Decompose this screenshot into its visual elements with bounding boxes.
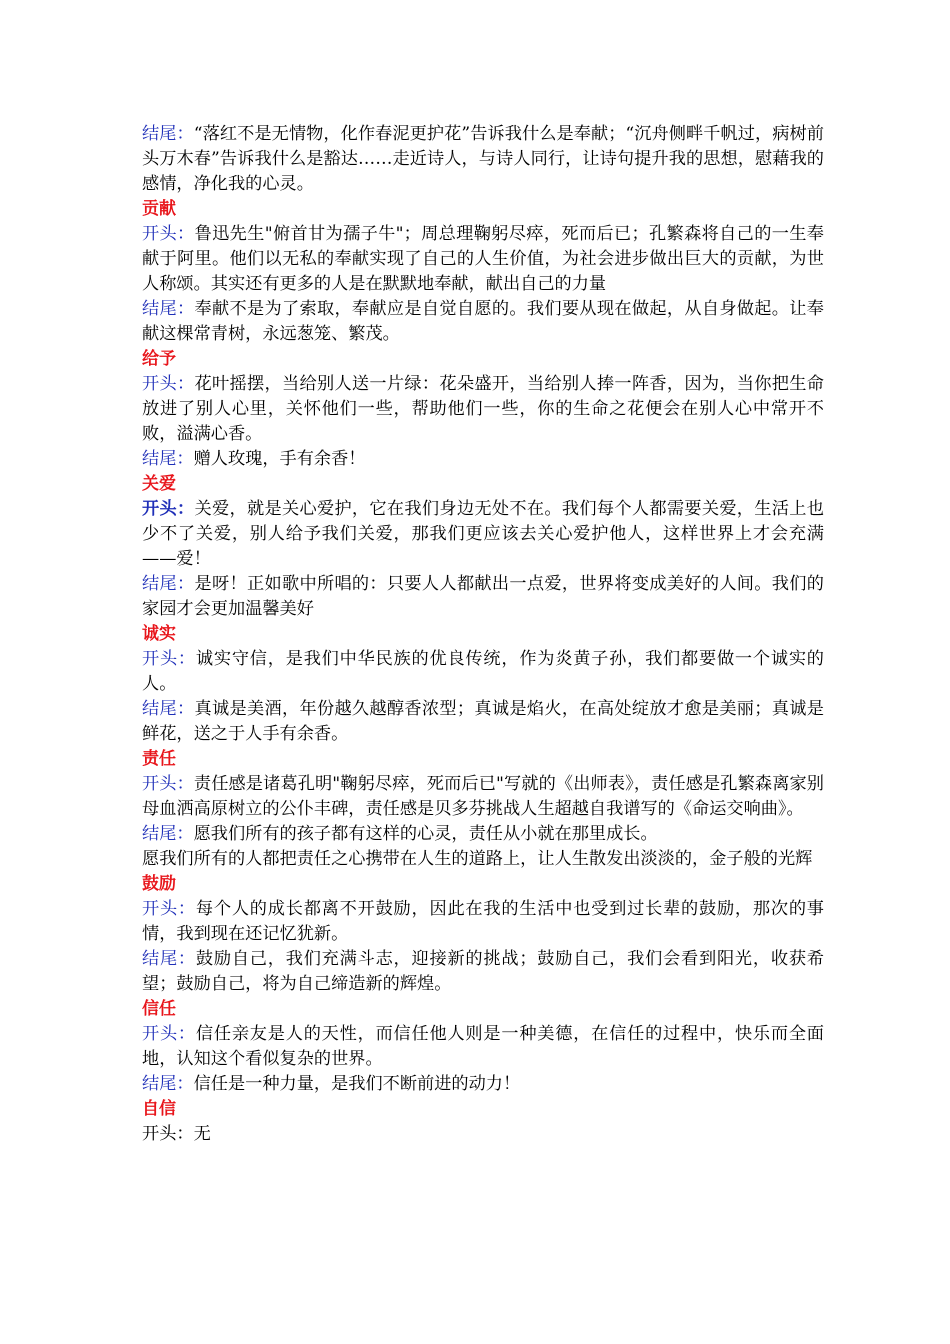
opening-label: 开头： [142, 374, 195, 394]
ending-label: 结尾： [142, 824, 194, 844]
section-title: 自信 [142, 1099, 176, 1119]
section-confidence [142, 1097, 824, 1147]
opening-label: 开头： [142, 649, 196, 669]
opening-label: 开头： [142, 899, 196, 919]
opening-label: 开头： [142, 499, 195, 519]
opening-text: 诚实守信，是我们中华民族的优良传统，作为炎黄子孙，我们都要做一个诚实的人。 [142, 649, 824, 694]
opening-paragraph [142, 222, 824, 297]
section-title: 关爱 [142, 474, 176, 494]
opening-paragraph [142, 772, 824, 822]
document-page [142, 122, 824, 1147]
section-title: 贡献 [142, 199, 176, 219]
intro-paragraph [142, 122, 824, 197]
opening-label: 开头： [142, 224, 195, 244]
opening-text: 责任感是诸葛孔明"鞠躬尽瘁，死而后已"写就的《出师表》，责任感是孔繁森离家别母血洒高原树立的公仆丰碑，责任感是贝多芬挑战人生超越自我谱写的《命运交响曲》。 [142, 774, 824, 819]
opening-paragraph [142, 897, 824, 947]
ending-paragraph [142, 447, 824, 472]
opening-label: 开头： [142, 1124, 194, 1144]
ending-text: 是呀！正如歌中所唱的：只要人人都献出一点爱，世界将变成美好的人间。我们的家园才会更加温馨美好 [142, 574, 824, 619]
section-title: 责任 [142, 749, 176, 769]
ending-paragraph [142, 947, 824, 997]
section-contribution [142, 197, 824, 347]
ending-paragraph [142, 572, 824, 622]
section-encouragement [142, 872, 824, 997]
opening-label: 开头： [142, 774, 194, 794]
ending-label: 结尾： [142, 1074, 194, 1094]
ending-paragraph [142, 822, 824, 847]
section-honesty [142, 622, 824, 747]
opening-text: 无 [193, 1124, 211, 1144]
opening-text: 花叶摇摆，当给别人送一片绿：花朵盛开，当给别人捧一阵香，因为，当你把生命放进了别人心里，关怀他们一些，帮助他们一些，你的生命之花便会在别人心中常开不败，溢满心香。 [142, 374, 824, 444]
ending-label: 结尾： [142, 299, 195, 319]
opening-paragraph [142, 372, 824, 447]
ending-text: 愿我们所有的孩子都有这样的心灵，责任从小就在那里成长。 [193, 824, 658, 844]
ending-text: 鼓励自己，我们充满斗志，迎接新的挑战；鼓励自己，我们会看到阳光，收获希望；鼓励自己，将为自己缔造新的辉煌。 [142, 949, 824, 994]
ending-paragraph [142, 297, 824, 347]
ending-paragraph [142, 697, 824, 747]
ending-label: 结尾： [142, 699, 195, 719]
opening-paragraph [142, 1022, 824, 1072]
intro-text: “落红不是无情物，化作春泥更护花”告诉我什么是奉献；“沉舟侧畔千帆过，病树前头万木春”告诉我什么是豁达……走近诗人，与诗人同行，让诗句提升我的思想，慰藉我的感情，净化我的心灵。 [142, 124, 824, 194]
ending-label: 结尾： [142, 124, 194, 144]
ending-text: 赠人玫瑰，手有余香！ [193, 449, 366, 469]
opening-label: 开头： [142, 1024, 196, 1044]
ending-text: 真诚是美酒，年份越久越醇香浓型；真诚是焰火，在高处绽放才愈是美丽；真诚是鲜花，送之于人手有余香。 [142, 699, 824, 744]
section-giving [142, 347, 824, 472]
section-responsibility [142, 747, 824, 872]
ending-text: 奉献不是为了索取，奉献应是自觉自愿的。我们要从现在做起，从自身做起。让奉献这棵常青树，永远葱笼、繁茂。 [142, 299, 824, 344]
opening-text: 信任亲友是人的天性，而信任他人则是一种美德，在信任的过程中，快乐而全面地，认知这个看似复杂的世界。 [142, 1024, 824, 1069]
extra-paragraph: 愿我们所有的人都把责任之心携带在人生的道路上，让人生散发出淡淡的，金子般的光辉 [142, 849, 813, 869]
section-trust [142, 997, 824, 1097]
opening-text: 关爱，就是关心爱护，它在我们身边无处不在。我们每个人都需要关爱，生活上也少不了关爱，别人给予我们关爱，那我们更应该去关心爱护他人，这样世界上才会充满——爱！ [142, 499, 824, 569]
ending-label: 结尾： [142, 949, 196, 969]
ending-text: 信任是一种力量，是我们不断前进的动力！ [193, 1074, 521, 1094]
section-title: 给予 [142, 349, 176, 369]
opening-text: 每个人的成长都离不开鼓励，因此在我的生活中也受到过长辈的鼓励，那次的事情，我到现在还记忆犹新。 [142, 899, 824, 944]
opening-paragraph [142, 647, 824, 697]
section-title: 信任 [142, 999, 176, 1019]
section-care [142, 472, 824, 622]
ending-label: 结尾： [142, 449, 194, 469]
opening-paragraph [142, 1122, 824, 1147]
ending-label: 结尾： [142, 574, 195, 594]
opening-paragraph [142, 497, 824, 572]
section-title: 鼓励 [142, 874, 176, 894]
section-title: 诚实 [142, 624, 176, 644]
opening-text: 鲁迅先生"俯首甘为孺子牛"；周总理鞠躬尽瘁，死而后已；孔繁森将自己的一生奉献于阿里。他们以无私的奉献实现了自己的人生价值，为社会进步做出巨大的贡献，为世人称颂。其实还有更多的人是在默默地奉献，献出自己的力量 [142, 224, 824, 294]
ending-paragraph [142, 1072, 824, 1097]
